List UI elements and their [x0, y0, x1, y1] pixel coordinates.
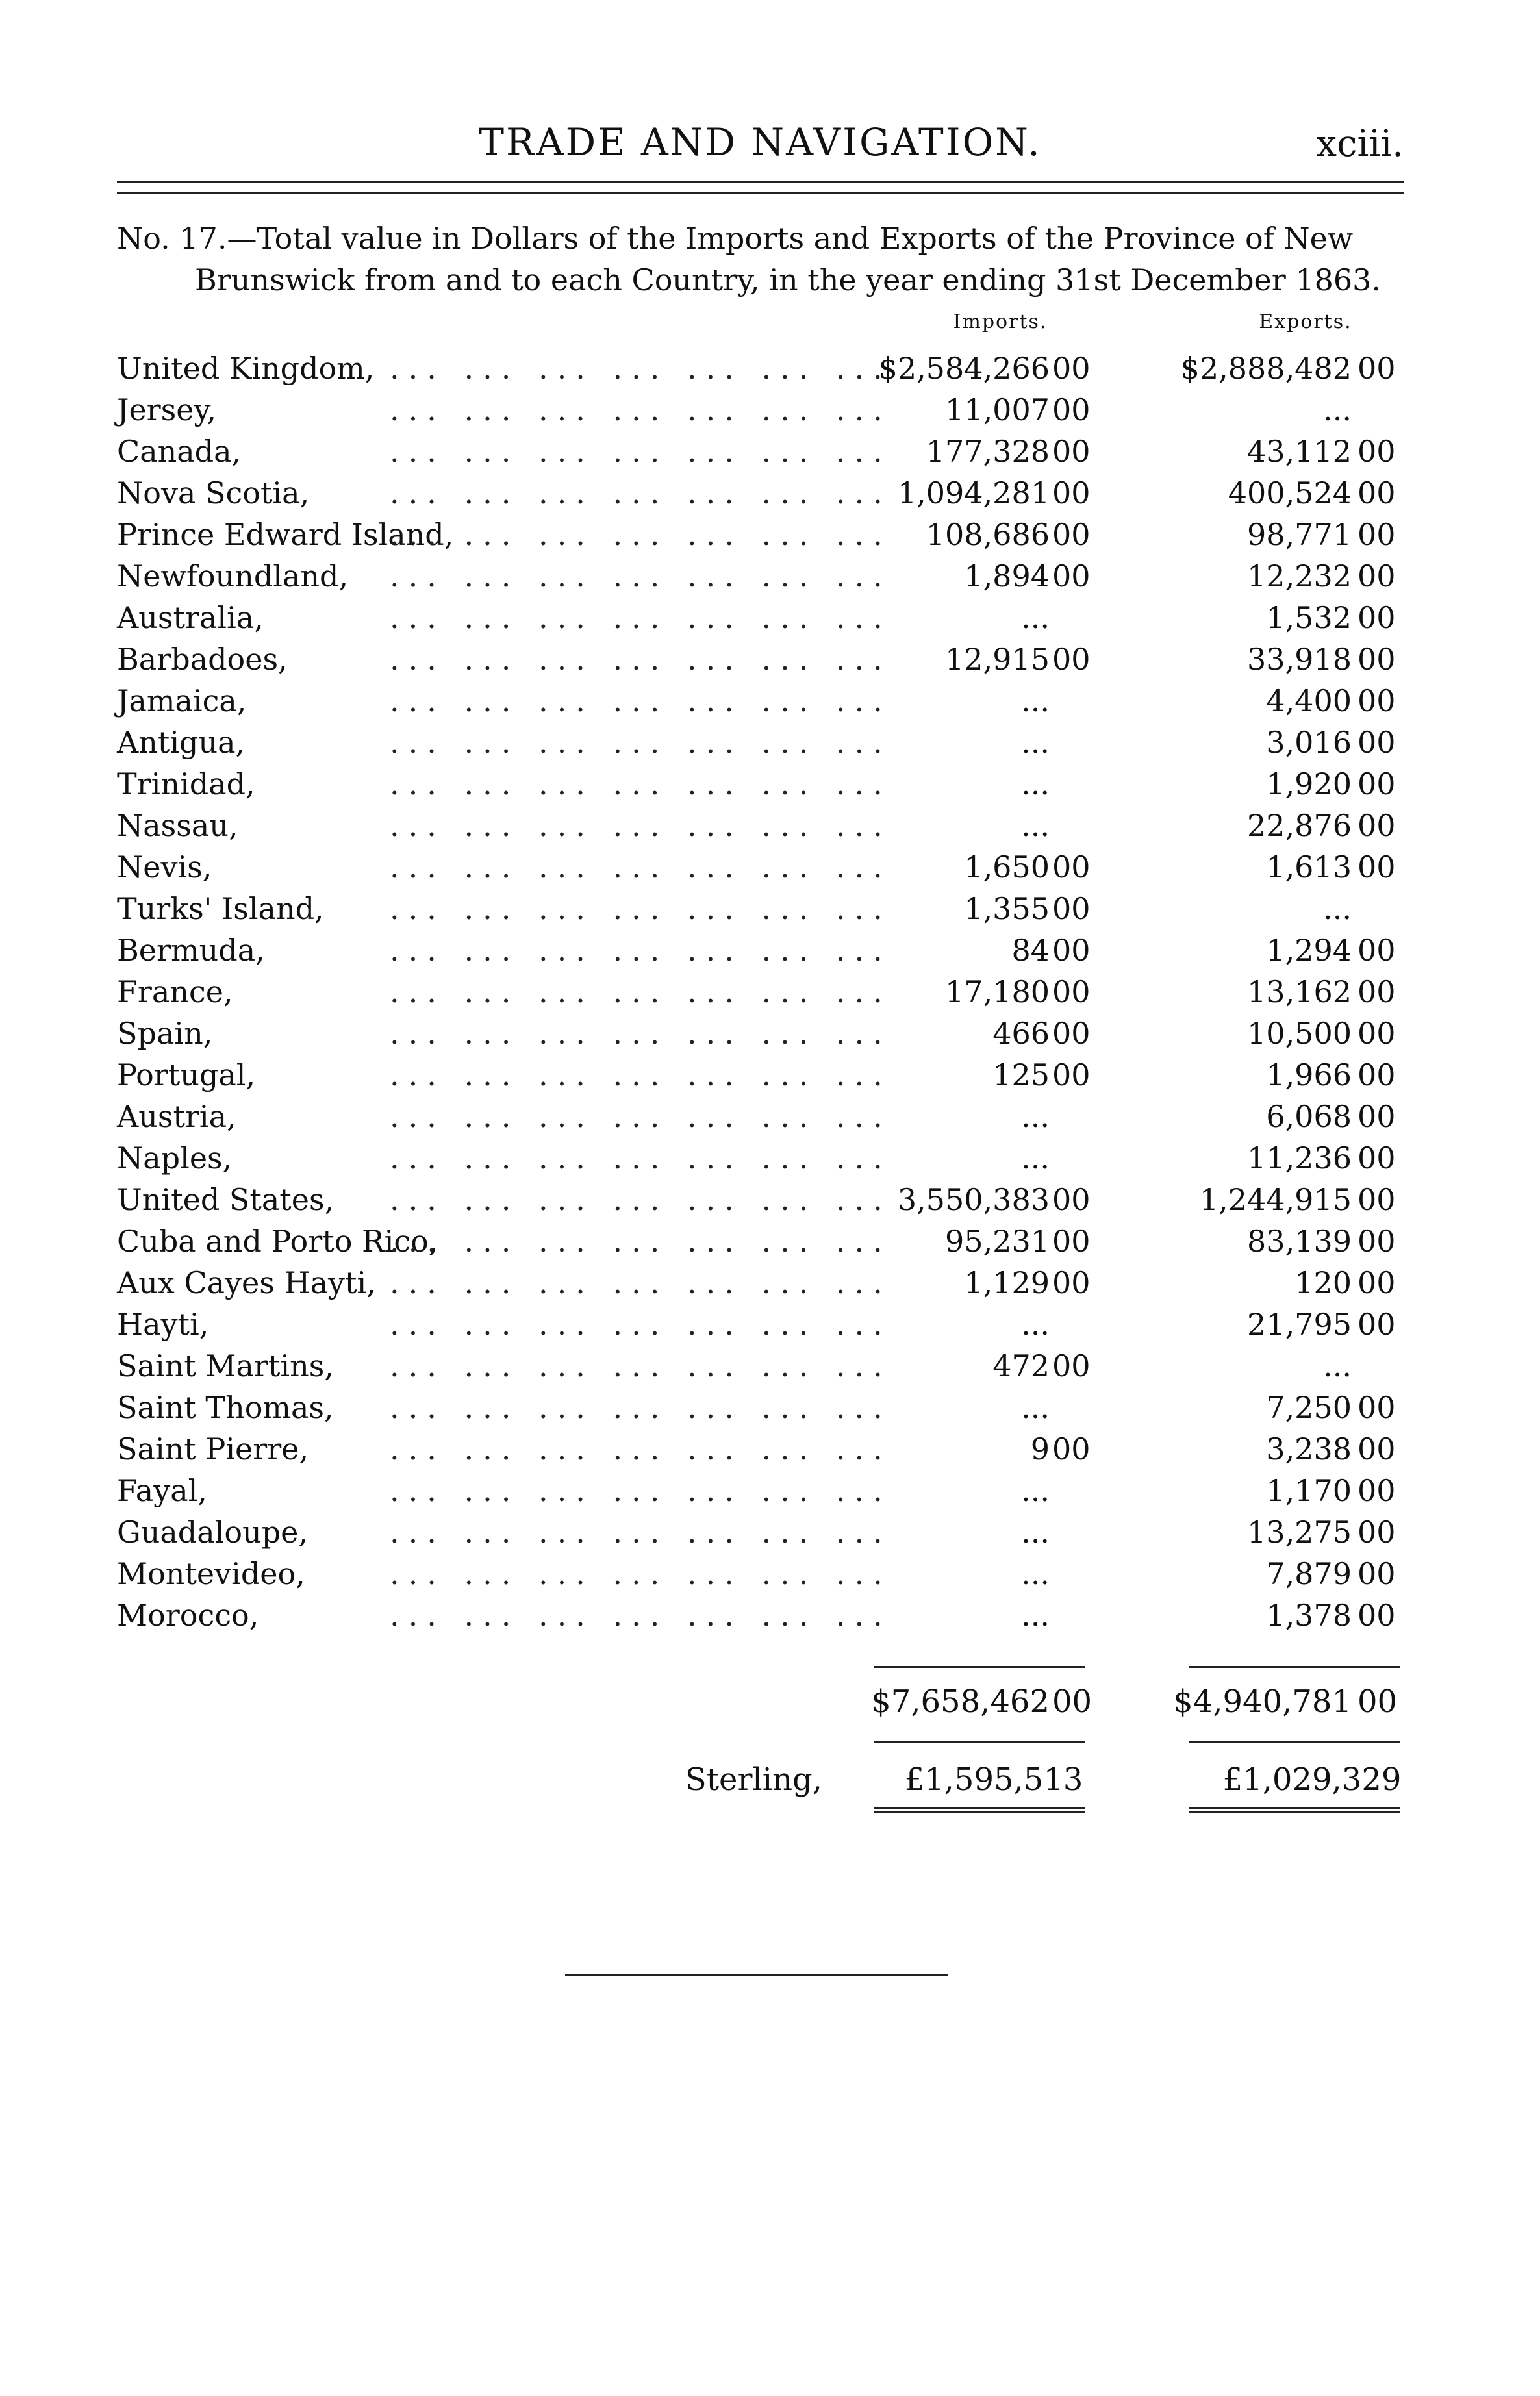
page-number: xciii.: [1316, 123, 1404, 165]
country-name: France,: [117, 974, 233, 1009]
dot-leaders: ... ... ... ... ... ... ...: [390, 1057, 892, 1092]
imports-value: ...: [1021, 683, 1050, 718]
dot-leaders: ... ... ... ... ... ... ...: [390, 1099, 892, 1134]
imports-value: ...: [1021, 808, 1050, 843]
totals-row: [0, 1681, 1540, 1722]
table-caption: [117, 218, 1404, 301]
table-row: [0, 347, 1540, 389]
table-row: [0, 1304, 1540, 1345]
table-row: [0, 1013, 1540, 1054]
imports-cents: 00: [1052, 1431, 1091, 1467]
exports-cents: 00: [1357, 517, 1396, 552]
country-name: Nova Scotia,: [117, 475, 310, 511]
column-headers: [0, 310, 1540, 336]
table-row: [0, 1553, 1540, 1595]
country-name: United Kingdom,: [117, 351, 375, 386]
exports-cents: 00: [1357, 1598, 1396, 1633]
country-name: Australia,: [117, 600, 264, 635]
imports-value: ...: [1021, 600, 1050, 635]
imports-cents: 00: [1052, 517, 1091, 552]
country-name: Morocco,: [117, 1598, 259, 1633]
exports-value: 3,238: [1266, 1431, 1352, 1467]
imports-cents: 00: [1052, 1265, 1091, 1300]
imports-value: ...: [1021, 1515, 1050, 1550]
table-row: [0, 1595, 1540, 1636]
table-row: [0, 1345, 1540, 1387]
country-name: Jersey,: [117, 392, 216, 427]
imports-value: ...: [1021, 1307, 1050, 1342]
dot-leaders: ... ... ... ... ... ... ...: [390, 1141, 892, 1176]
imports-value: 1,094,281: [897, 475, 1050, 511]
exports-cents: 00: [1357, 808, 1396, 843]
table-row: [0, 763, 1540, 805]
exports-value: ...: [1323, 392, 1352, 427]
exports-value: ...: [1323, 891, 1352, 926]
exports-value: 400,524: [1228, 475, 1352, 511]
exports-cents: 00: [1357, 642, 1396, 677]
country-name: Montevideo,: [117, 1556, 305, 1591]
imports-value: $2,584,266: [878, 351, 1050, 386]
exports-cents: 00: [1357, 1307, 1396, 1342]
imports-value: 1,650: [964, 850, 1050, 885]
sterling-row: [0, 1759, 1540, 1800]
exports-value: 1,244,915: [1199, 1182, 1352, 1217]
trade-table: [0, 347, 1540, 1636]
exports-value: 1,966: [1266, 1057, 1352, 1092]
dot-leaders: ... ... ... ... ... ... ...: [390, 683, 892, 718]
imports-value: 95,231: [945, 1224, 1050, 1259]
exports-cents: 00: [1357, 1099, 1396, 1134]
dot-leaders: ... ... ... ... ... ... ...: [390, 1307, 892, 1342]
table-row: [0, 929, 1540, 971]
imports-header: Imports.: [953, 310, 1048, 333]
country-name: Jamaica,: [117, 683, 247, 718]
dot-leaders: ... ... ... ... ... ... ...: [390, 1265, 892, 1300]
table-row: [0, 971, 1540, 1013]
exports-value: 3,016: [1266, 725, 1352, 760]
imports-cents: 00: [1052, 1348, 1091, 1383]
table-row: [0, 888, 1540, 929]
imports-value: 1,355: [964, 891, 1050, 926]
table-row: [0, 846, 1540, 888]
table-row: [0, 389, 1540, 431]
imports-cents: 00: [1052, 1016, 1091, 1051]
imports-value: 1,894: [964, 559, 1050, 594]
table-row: [0, 1096, 1540, 1137]
sterling-exports: £1,029,329: [1222, 1761, 1402, 1798]
exports-value: 120: [1294, 1265, 1352, 1300]
imports-value: 84: [1011, 933, 1050, 968]
exports-cents: 00: [1357, 766, 1396, 801]
dot-leaders: ... ... ... ... ... ... ...: [390, 600, 892, 635]
imports-value: ...: [1021, 1099, 1050, 1134]
country-name: Aux Cayes Hayti,: [117, 1265, 376, 1300]
imports-cents: 00: [1052, 1057, 1091, 1092]
exports-cents: 00: [1357, 974, 1396, 1009]
table-row: [0, 514, 1540, 555]
exports-value: 7,879: [1266, 1556, 1352, 1591]
dot-leaders: ... ... ... ... ... ... ...: [390, 1556, 892, 1591]
exports-value: 12,232: [1247, 559, 1352, 594]
exports-cents: 00: [1357, 683, 1396, 718]
exports-value: 4,400: [1266, 683, 1352, 718]
imports-cents: 00: [1052, 850, 1091, 885]
caption-line-2: Brunswick from and to each Country, in the year ending 31st December 1863.: [195, 262, 1382, 297]
table-row: [0, 680, 1540, 722]
dot-leaders: ... ... ... ... ... ... ...: [390, 974, 892, 1009]
country-name: Saint Martins,: [117, 1348, 334, 1383]
table-row: [0, 1428, 1540, 1470]
table-row: [0, 431, 1540, 472]
dot-leaders: ... ... ... ... ... ... ...: [390, 351, 892, 386]
table-row: [0, 1262, 1540, 1304]
exports-value: 1,294: [1266, 933, 1352, 968]
country-name: Fayal,: [117, 1473, 207, 1508]
imports-total-rule: [874, 1741, 1085, 1743]
dot-leaders: ... ... ... ... ... ... ...: [390, 1182, 892, 1217]
exports-value: 98,771: [1247, 517, 1352, 552]
imports-cents: 00: [1052, 933, 1091, 968]
exports-total-rule: [1189, 1741, 1400, 1743]
table-row: [0, 597, 1540, 638]
country-name: Austria,: [117, 1099, 236, 1134]
dot-leaders: ... ... ... ... ... ... ...: [390, 1598, 892, 1633]
imports-cents: 00: [1052, 351, 1091, 386]
imports-cents: 00: [1052, 891, 1091, 926]
exports-value: 1,378: [1266, 1598, 1352, 1633]
imports-value: 177,328: [926, 434, 1050, 469]
table-row: [0, 1054, 1540, 1096]
table-row: [0, 638, 1540, 680]
imports-cents: 00: [1052, 475, 1091, 511]
imports-cents: 00: [1052, 974, 1091, 1009]
exports-total-cents: 00: [1357, 1684, 1398, 1720]
table-row: [0, 1470, 1540, 1511]
table-row: [0, 1179, 1540, 1220]
exports-value: 1,613: [1266, 850, 1352, 885]
imports-value: 3,550,383: [897, 1182, 1050, 1217]
imports-cents: 00: [1052, 642, 1091, 677]
table-row: [0, 1387, 1540, 1428]
table-row: [0, 472, 1540, 514]
table-row: [0, 722, 1540, 763]
dot-leaders: ... ... ... ... ... ... ...: [390, 475, 892, 511]
imports-value: 12,915: [945, 642, 1050, 677]
country-name: Saint Pierre,: [117, 1431, 309, 1467]
imports-value: ...: [1021, 766, 1050, 801]
imports-value: ...: [1021, 1598, 1050, 1633]
exports-cents: 00: [1357, 1431, 1396, 1467]
dot-leaders: ... ... ... ... ... ... ...: [390, 850, 892, 885]
sterling-imports-rule: [874, 1807, 1085, 1809]
dot-leaders: ... ... ... ... ... ... ...: [390, 766, 892, 801]
imports-cents: 00: [1052, 1182, 1091, 1217]
table-row: [0, 555, 1540, 597]
header-double-rule: [117, 181, 1404, 194]
end-rule: [565, 1974, 948, 1976]
dot-leaders: ... ... ... ... ... ... ...: [390, 1431, 892, 1467]
exports-cents: 00: [1357, 600, 1396, 635]
exports-value: 13,162: [1247, 974, 1352, 1009]
exports-value: 7,250: [1266, 1390, 1352, 1425]
dot-leaders: ... ... ... ... ... ... ...: [390, 642, 892, 677]
country-name: Nevis,: [117, 850, 212, 885]
exports-cents: 00: [1357, 1224, 1396, 1259]
exports-total: $4,940,781: [1173, 1684, 1352, 1720]
imports-value: 11,007: [945, 392, 1050, 427]
exports-header: Exports.: [1259, 310, 1352, 333]
sterling-exports-rule: [1189, 1807, 1400, 1809]
dot-leaders: ... ... ... ... ... ... ...: [390, 1224, 892, 1259]
exports-value: ...: [1323, 1348, 1352, 1383]
exports-value: 6,068: [1266, 1099, 1352, 1134]
sterling-imports: £1,595,513: [904, 1761, 1083, 1798]
dot-leaders: ... ... ... ... ... ... ...: [390, 434, 892, 469]
imports-value: ...: [1021, 1473, 1050, 1508]
exports-cents: 00: [1357, 351, 1396, 386]
exports-value: 11,236: [1247, 1141, 1352, 1176]
imports-value: ...: [1021, 1141, 1050, 1176]
imports-value: ...: [1021, 725, 1050, 760]
imports-total: $7,658,462: [871, 1684, 1050, 1720]
imports-value: ...: [1021, 1390, 1050, 1425]
sterling-exports-rule-2: [1189, 1811, 1400, 1813]
imports-sum-rule: [874, 1666, 1085, 1668]
imports-value: 17,180: [945, 974, 1050, 1009]
exports-value: 1,532: [1266, 600, 1352, 635]
exports-value: 43,112: [1247, 434, 1352, 469]
dot-leaders: ... ... ... ... ... ... ...: [390, 1515, 892, 1550]
imports-value: 125: [992, 1057, 1050, 1092]
country-name: Nassau,: [117, 808, 238, 843]
imports-value: 466: [992, 1016, 1050, 1051]
exports-value: 1,170: [1266, 1473, 1352, 1508]
caption-line-1: No. 17.—Total value in Dollars of the Imports and Exports of the Province of New: [117, 221, 1354, 256]
dot-leaders: ... ... ... ... ... ... ...: [390, 1016, 892, 1051]
country-name: Turks' Island,: [117, 891, 324, 926]
exports-cents: 00: [1357, 933, 1396, 968]
exports-value: 1,920: [1266, 766, 1352, 801]
exports-sum-rule: [1189, 1666, 1400, 1668]
exports-cents: 00: [1357, 850, 1396, 885]
exports-value: $2,888,482: [1180, 351, 1352, 386]
exports-cents: 00: [1357, 1390, 1396, 1425]
exports-value: 33,918: [1247, 642, 1352, 677]
country-name: Antigua,: [117, 725, 246, 760]
country-name: Spain,: [117, 1016, 213, 1051]
imports-cents: 00: [1052, 559, 1091, 594]
exports-value: 13,275: [1247, 1515, 1352, 1550]
table-row: [0, 1220, 1540, 1262]
exports-cents: 00: [1357, 1141, 1396, 1176]
dot-leaders: ... ... ... ... ... ... ...: [390, 1390, 892, 1425]
country-name: Canada,: [117, 434, 242, 469]
exports-cents: 00: [1357, 1556, 1396, 1591]
country-name: Hayti,: [117, 1307, 209, 1342]
country-name: Portugal,: [117, 1057, 256, 1092]
exports-value: 22,876: [1247, 808, 1352, 843]
country-name: Barbadoes,: [117, 642, 288, 677]
dot-leaders: ... ... ... ... ... ... ...: [390, 808, 892, 843]
dot-leaders: ... ... ... ... ... ... ...: [390, 891, 892, 926]
imports-value: ...: [1021, 1556, 1050, 1591]
imports-total-cents: 00: [1052, 1684, 1092, 1720]
country-name: Newfoundland,: [117, 559, 349, 594]
exports-cents: 00: [1357, 1016, 1396, 1051]
exports-cents: 00: [1357, 1265, 1396, 1300]
imports-cents: 00: [1052, 1224, 1091, 1259]
imports-value: 9: [1030, 1431, 1050, 1467]
imports-value: 108,686: [926, 517, 1050, 552]
dot-leaders: ... ... ... ... ... ... ...: [390, 559, 892, 594]
dot-leaders: ... ... ... ... ... ... ...: [390, 933, 892, 968]
exports-cents: 00: [1357, 725, 1396, 760]
exports-cents: 00: [1357, 1057, 1396, 1092]
country-name: United States,: [117, 1182, 335, 1217]
exports-cents: 00: [1357, 1182, 1396, 1217]
page-title: TRADE AND NAVIGATION.: [479, 120, 1042, 164]
dot-leaders: ... ... ... ... ... ... ...: [390, 725, 892, 760]
imports-cents: 00: [1052, 392, 1091, 427]
table-row: [0, 1137, 1540, 1179]
sterling-imports-rule-2: [874, 1811, 1085, 1813]
imports-cents: 00: [1052, 434, 1091, 469]
dot-leaders: ... ... ... ... ... ... ...: [390, 392, 892, 427]
exports-value: 83,139: [1247, 1224, 1352, 1259]
exports-cents: 00: [1357, 475, 1396, 511]
country-name: Guadaloupe,: [117, 1515, 308, 1550]
exports-cents: 00: [1357, 434, 1396, 469]
running-head: [117, 120, 1404, 172]
imports-value: 472: [992, 1348, 1050, 1383]
country-name: Saint Thomas,: [117, 1390, 334, 1425]
table-row: [0, 1511, 1540, 1553]
exports-cents: 00: [1357, 559, 1396, 594]
dot-leaders: ... ... ... ... ... ... ...: [390, 517, 892, 552]
dot-leaders: ... ... ... ... ... ... ...: [390, 1348, 892, 1383]
exports-cents: 00: [1357, 1515, 1396, 1550]
country-name: Cuba and Porto Rico,: [117, 1224, 438, 1259]
country-name: Naples,: [117, 1141, 233, 1176]
country-name: Trinidad,: [117, 766, 255, 801]
table-row: [0, 805, 1540, 846]
dot-leaders: ... ... ... ... ... ... ...: [390, 1473, 892, 1508]
exports-cents: 00: [1357, 1473, 1396, 1508]
country-name: Prince Edward Island,: [117, 517, 454, 552]
country-name: Bermuda,: [117, 933, 265, 968]
exports-value: 10,500: [1247, 1016, 1352, 1051]
sterling-label: Sterling,: [685, 1761, 822, 1798]
exports-value: 21,795: [1247, 1307, 1352, 1342]
imports-value: 1,129: [964, 1265, 1050, 1300]
